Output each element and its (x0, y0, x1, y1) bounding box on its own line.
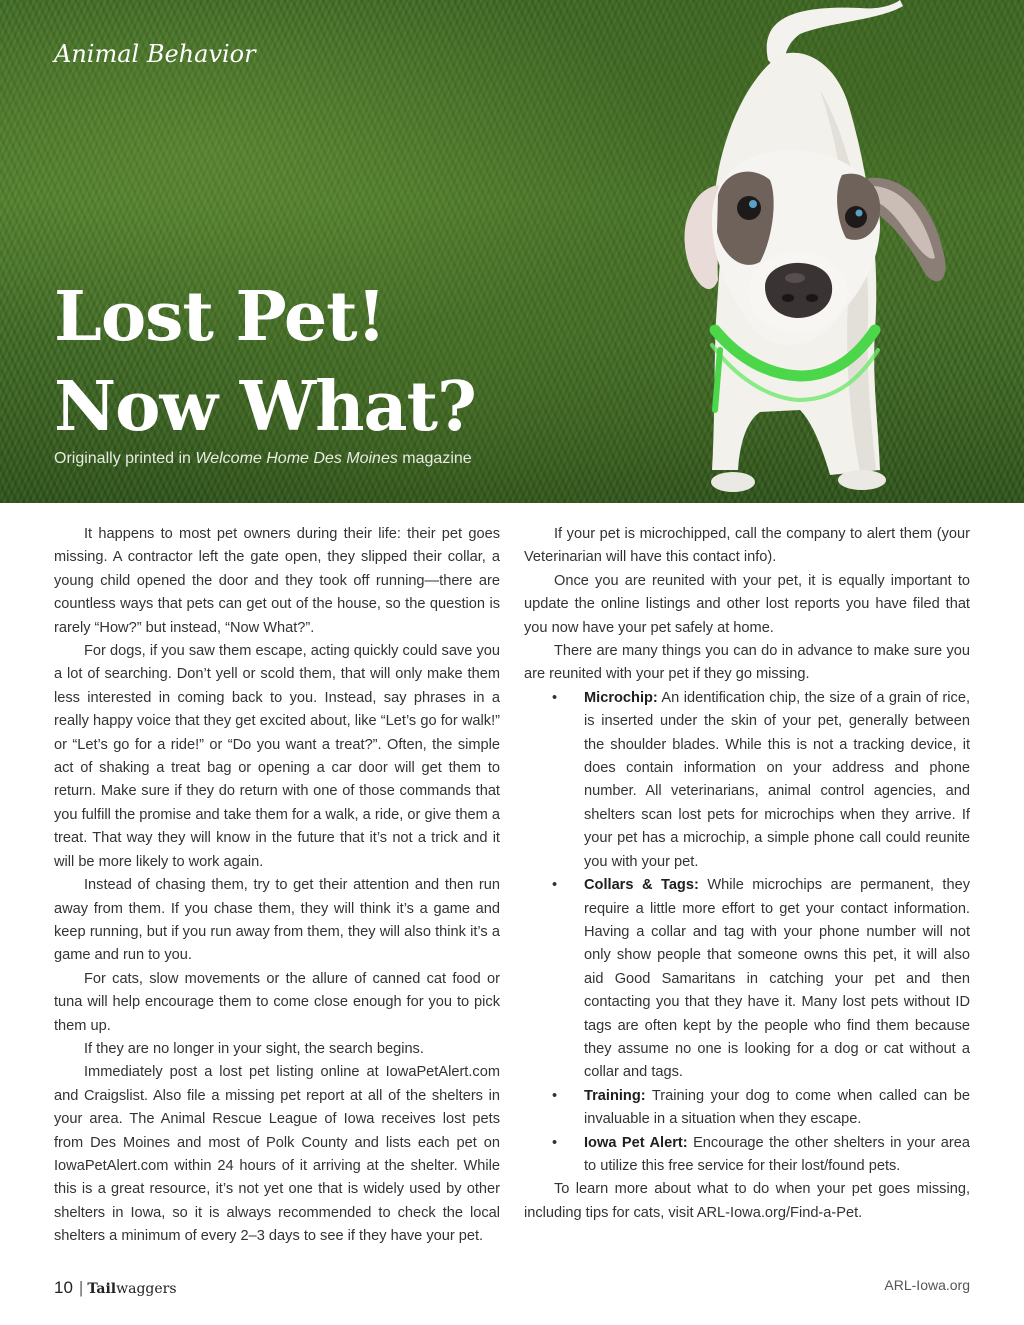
publication-name-rest: waggers (116, 1281, 177, 1297)
footer-separator: | (78, 1278, 84, 1297)
list-item (524, 1132, 970, 1179)
paragraph: It happens to most pet owners during their life: their pet goes missing. A contractor left the gate open, they slipped their collar, a young child opened the door and they took off running—there are countless ways that pets can get out of the house, so the question is rarely “How?” but instead, “Now What?”. (54, 526, 500, 636)
list-item (524, 874, 970, 1085)
paragraph: For dogs, if you saw them escape, acting quickly could save you a lot of searching. Don’t yell or scold them, that will only make them less interested in coming back to you. Instead, say phrases in a really happy voice that they get excited about, like “Let’s go for walk!” or “Let’s go for a ride!” or “Do you want a treat?”. Often, the simple act of shaking a treat bag or opening a car door will get them to return. Make sure if they do return with one of those commands that you fulfill the promise and take them for a walk, a ride, or give them a treat. That way they will know in the future that it’s not a trick and it will be more likely to work again. (54, 643, 500, 870)
footer-website: ARL-Iowa.org (884, 1277, 970, 1293)
paragraph: Once you are reunited with your pet, it is equally important to update the online listings and other lost reports you have filed that you now have your pet safely at home. (524, 572, 970, 636)
paragraph: If they are no longer in your sight, the search begins. (84, 1040, 424, 1057)
headline-line-1: Lost Pet! (54, 277, 386, 357)
list-item-text: Training your dog to come when called can be invaluable in a situation when they escape. (584, 1087, 970, 1128)
list-item-term: Microchip: (584, 689, 658, 706)
list-item-text: An identification chip, the size of a grain of rice, is inserted under the skin of your pet, generally between the shoulder blades. While this is not a tracking device, it does contain information on your address and phone number. All veterinarians, animal control agencies, and shelters scan lost pets for microchips when they arrive. If your pet has a microchip, a simple phone call could reunite you with your pet. (584, 689, 970, 870)
bullet-glyph: • (552, 1087, 558, 1104)
byline-publication: Welcome Home Des Moines (195, 450, 398, 467)
bullet-glyph: • (552, 1134, 558, 1151)
publication-name-bold: Tail (87, 1281, 117, 1297)
page-footer-left (54, 1278, 177, 1298)
tips-list (524, 687, 970, 1179)
page-number: 10 (54, 1278, 73, 1297)
article-column-right (524, 523, 970, 1225)
closing-paragraph: To learn more about what to do when your pet goes missing, including tips for cats, visit ARL-Iowa.org/Find-a-Pet. (524, 1181, 970, 1221)
list-item (524, 1085, 970, 1132)
list-item-text: Encourage the other shelters in your area to utilize this free service for their lost/found pets. (584, 1134, 970, 1174)
list-item-term: Training: (584, 1087, 646, 1104)
paragraph: If your pet is microchipped, call the company to alert them (your Veterinarian will have this contact info). (524, 526, 970, 566)
paragraph: Instead of chasing them, try to get their attention and then run away from them. If you chase them, they will think it’s a game and keep running, but if you run away from them, they will also think it’s a game and run to you. (54, 877, 500, 964)
list-item-term: Iowa Pet Alert: (584, 1134, 688, 1151)
byline (54, 450, 472, 468)
article-column-left (54, 523, 500, 1249)
article-headline (54, 272, 476, 452)
byline-prefix: Originally printed in (54, 450, 196, 467)
publication-name (87, 1281, 176, 1297)
paragraph: For cats, slow movements or the allure of canned cat food or tuna will help encourage them to come close enough for you to pick them up. (54, 970, 500, 1034)
list-item-text: While microchips are permanent, they require a little more effort to get your contact information. Having a collar and tag with your phone number will not only show people that someone owns this pet, it will also aid Good Samaritans in catching your pet and then contacting you that they have it. Many lost pets without ID tags are often kept by the people who find them because they assume no one is looking for a dog or cat without a collar and tags. (584, 877, 970, 1081)
byline-suffix: magazine (397, 450, 472, 467)
list-item-term: Collars & Tags: (584, 877, 699, 894)
headline-line-2: Now What? (54, 367, 476, 447)
hero-photo (0, 0, 1024, 503)
section-kicker: Animal Behavior (54, 40, 256, 68)
bullet-glyph: • (552, 877, 558, 894)
paragraph: Immediately post a lost pet listing online at IowaPetAlert.com and Craigslist. Also file a missing pet report at all of the shelters in your area. The Animal Rescue League of Iowa receives lost pets from Des Moines and most of Polk County and lists each pet on IowaPetAlert.com within 24 hours of it arriving at the shelter. While this is a great resource, it’s not yet one that is widely used by other shelters in Iowa, so it is always recommended to check the local shelters a minimum of every 2–3 days to see if they have your pet. (54, 1064, 500, 1245)
paragraph: There are many things you can do in advance to make sure you are reunited with your pet if they go missing. (524, 643, 970, 683)
list-item (524, 687, 970, 874)
bullet-glyph: • (552, 689, 558, 706)
